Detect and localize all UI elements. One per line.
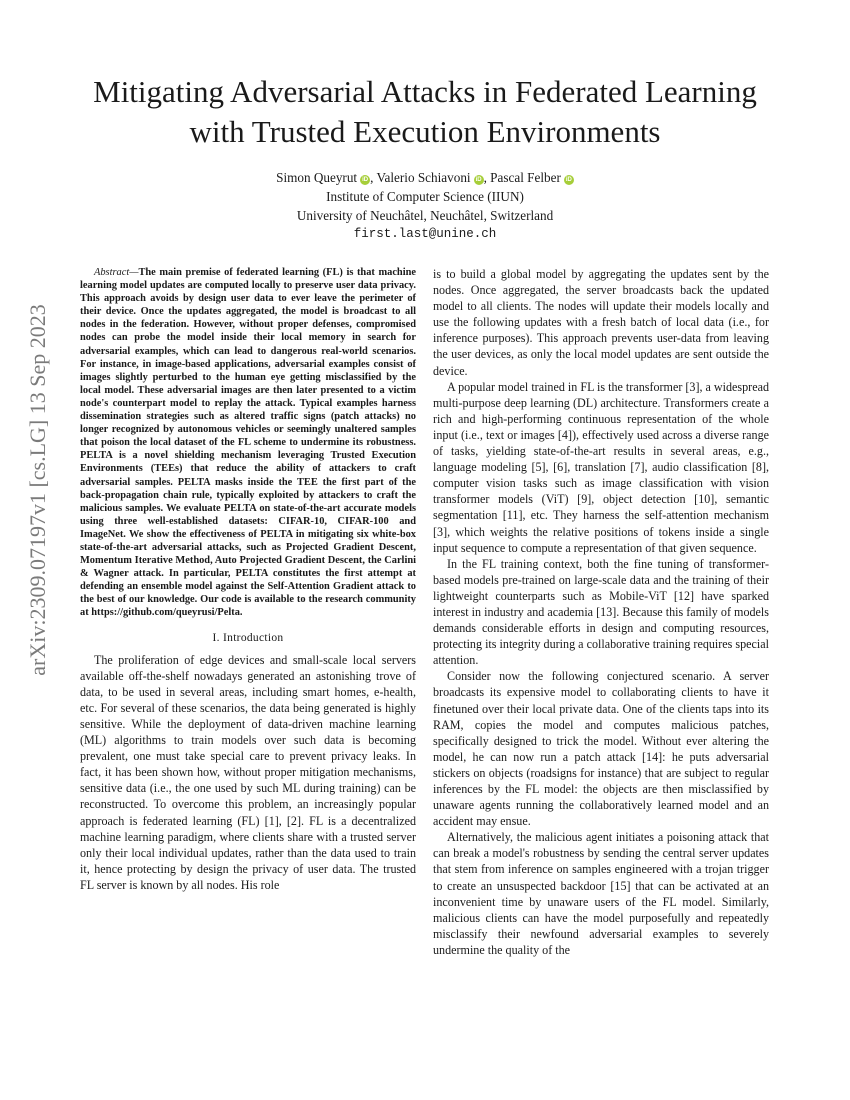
orcid-icon[interactable]: iD [475, 177, 482, 183]
intro-paragraph-4: Consider now the following conjectured scenario. A server broadcasts its expensive model to collaborating clients to have it finetuned over their local private data. One of the clients taps into its RAM, copies the model and computes malicious patches, specifically designed to trick the model. Without ever altering the model, he can now run a patch attack [14]: he puts adversarial stickers on objects (roadsigns for instance) that are subject to regular inferences by the FL model: the objects are then misclassified by unaware agents running the collaboratively learned model and an accident may ensue. [433, 669, 769, 829]
arxiv-identifier [20, 295, 56, 685]
abstract-label: Abstract— [94, 267, 139, 278]
author-name: Valerio Schiavoni [376, 170, 471, 185]
affiliation-institute: Institute of Computer Science (IIUN) [326, 189, 524, 204]
author-email[interactable]: first.last@unine.ch [353, 227, 497, 241]
author-name: Pascal Felber [490, 170, 561, 185]
affiliation-university: University of Neuchâtel, Neuchâtel, Switzerland [296, 208, 554, 223]
orcid-icon[interactable]: iD [565, 177, 572, 183]
intro-paragraph-3: In the FL training context, both the fine tuning of transformer-based models pre-trained on large-scale data and the training of their lightweight counterparts such as Mobile-ViT [12] have sparked interest in industry and academia [13]. Because this family of models demands considerable efforts in design and computing resources, protecting its integrity during a collaborative training requires special attention. [433, 556, 769, 668]
author-name: Simon Queyrut [276, 170, 358, 185]
orcid-icon[interactable]: iD [362, 177, 369, 183]
intro-paragraph-1-continued: is to build a global model by aggregating the updates sent by the nodes. Once aggregated, the server broadcasts back the updated model to all clients. The nodes will update their models locally and use the following updates with a fresh batch of local data (i.e., for inference purposes). This approach prevents user-data from leaving the user devices, as only the local model updates are sent outside the device. [433, 267, 769, 378]
left-column [80, 266, 416, 893]
intro-paragraph-5: Alternatively, the malicious agent initiates a poisoning attack that can break a model's robustness by sending the central server updates that stem from inference on samples engineered with a trojan trigger to create an unsuspected backdoor [15] that can be activated at an inconvenient time by unaware users of the FL model. Similarly, malicious clients can have the model purposefully and repeatedly misclassify their newfound adversarial examples to severely undermine the quality of the [433, 830, 769, 957]
paper-title: Mitigating Adversarial Attacks in Federated Learning with Trusted Execution Environments [93, 74, 757, 149]
intro-paragraph-1: The proliferation of edge devices and small-scale local servers available off-the-shelf nowadays generated an astonishing trove of data, to be used in several areas, including smart homes, e-health, etc. For several of these scenarios, the data being generated is highly sensitive. While the deployment of data-driven machine learning (ML) algorithms to train models over such data is becoming prevalent, one must take special care to prevent privacy leaks. In fact, it has been shown how, without proper mitigation mechanisms, sensitive data (i.e., the one used by such ML during training) can be reconstructed. To overcome this problem, an increasingly popular approach is federated learning (FL) [1], [2]. FL is a decentralized machine learning paradigm, where clients share with a trusted server only their local individual updates, rather than the data used to train it, hence protecting by design the privacy of user data. The trusted FL server is known by all nodes. His role [80, 652, 416, 892]
right-column [433, 266, 769, 958]
section-heading-introduction: I. Introduction [212, 631, 284, 644]
abstract-text: The main premise of federated learning (FL) is that machine learning model updates are computed locally to preserve user data privacy. This approach avoids by design user data to ever leave the perimeter of their device. Once the updates aggregated, the model is broadcast to all nodes in the federation. However, without proper defenses, compromised nodes can probe the model inside their local memory in search for adversarial examples, which can lead to dangerous real-world scenarios. For instance, in image-based applications, adversarial examples consist of images slightly perturbed to the human eye getting misclassified by the local model. These adversarial images are then later presented to a victim node's counterpart model to replay the attack. Typical examples harness dissemination strategies such as altered traffic signs (patch attacks) no longer recognized by autonomous vehicles or seemingly unaltered samples that poison the local dataset of the FL scheme to undermine its robustness. PELTA is a novel shielding mechanism leveraging Trusted Execution Environments (TEEs) that reduce the ability of attackers to craft adversarial samples. PELTA masks inside the TEE the first part of the back-propagation chain rule, typically exploited by attackers to craft the malicious samples. We evaluate PELTA on state-of-the-art accurate models using three well-established datasets: CIFAR-10, CIFAR-100 and ImageNet. We show the effectiveness of PELTA in mitigating six white-box state-of-the-art adversarial attacks, such as Projected Gradient Descent, Momentum Iterative Method, Auto Projected Gradient Descent, the Carlini & Wagner attack. In particular, PELTA constitutes the first attempt at defending an ensemble model against the Self-Attention Gradient attack to the best of our knowledge. Our code is available to the research community at https://github.com/queyrusi/Pelta. [80, 267, 416, 619]
abstract [80, 266, 416, 620]
author-list: Simon Queyrut iD , Valerio Schiavoni iD , Pascal Felber iD [276, 170, 572, 185]
author-block [80, 168, 770, 244]
arxiv-identifier-text: arXiv:2309.07197v1 [cs.LG] 13 Sep 2023 [25, 304, 51, 676]
intro-paragraph-2: A popular model trained in FL is the transformer [3], a widespread multi-purpose deep learning (DL) architecture. Transformers create a rich and high-performing continuous representation of the whole input (i.e., text or images [4]), effectively used across a diverse range of tasks, yielding state-of-the-art results in several areas, e.g., language modeling [5], [6], translation [7], audio classification [8], computer vision tasks such as image classification with vision transformer models (ViT) [9], object detection [10], semantic segmentation [11], etc. They harness the self-attention mechanism [3], which weights the relative positions of tokens inside a single input sequence to compute a representation of that given sequence. [433, 379, 769, 555]
